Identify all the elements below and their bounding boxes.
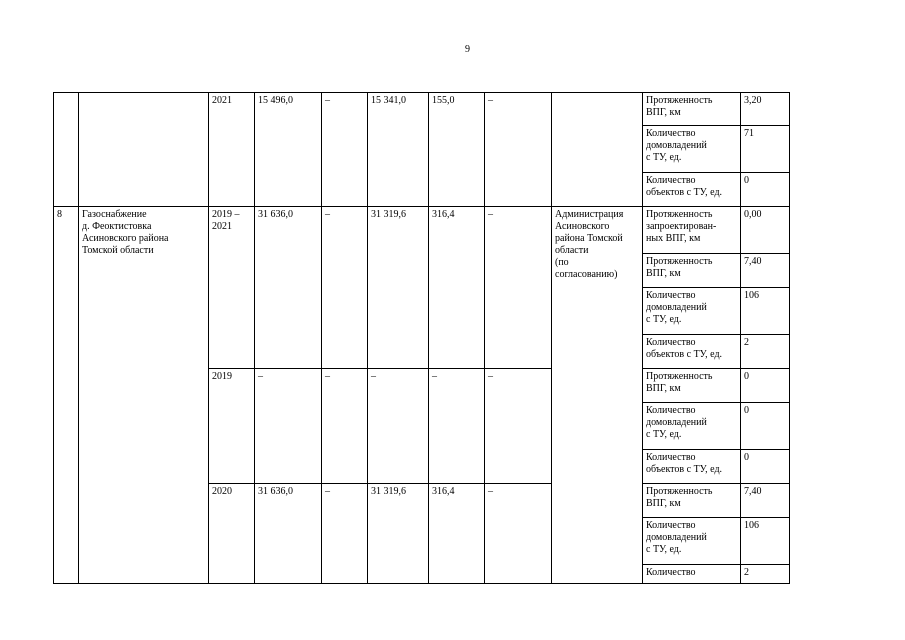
cell-local: 316,4 (429, 484, 485, 584)
item-name: Газоснабжение д. Феоктистовка Асиновского района Томской области (79, 207, 209, 584)
cell-year: 2019 (209, 369, 255, 484)
indicator-value: 7,40 (741, 484, 790, 518)
item-executor: Администрация Асиновского района Томской области (по согласованию) (552, 207, 643, 584)
indicator-value: 106 (741, 518, 790, 565)
cell-local: – (429, 369, 485, 484)
indicator-value: 0 (741, 369, 790, 403)
cell-regional: 31 319,6 (368, 207, 429, 369)
cell-federal: – (322, 93, 368, 207)
indicator-name: Количество домовладений с ТУ, ед. (643, 518, 741, 565)
item-number: 8 (54, 207, 79, 584)
indicator-name: Количество объектов с ТУ, ед. (643, 335, 741, 369)
cell-federal: – (322, 207, 368, 369)
indicator-name: Количество домовладений с ТУ, ед. (643, 403, 741, 450)
indicator-name: Протяженность ВПГ, км (643, 484, 741, 518)
cell-other: – (485, 93, 552, 207)
cell-federal: – (322, 484, 368, 584)
cell-total: – (255, 369, 322, 484)
indicator-name: Протяженность ВПГ, км (643, 369, 741, 403)
cell-number-empty (54, 93, 79, 207)
cell-total: 15 496,0 (255, 93, 322, 207)
indicator-value: 7,40 (741, 254, 790, 288)
indicator-value: 2 (741, 335, 790, 369)
indicator-value: 0 (741, 173, 790, 207)
indicator-value: 3,20 (741, 93, 790, 126)
indicator-value: 0 (741, 403, 790, 450)
cell-total: 31 636,0 (255, 484, 322, 584)
indicator-name: Протяженность ВПГ, км (643, 93, 741, 126)
cell-regional: – (368, 369, 429, 484)
cell-regional: 31 319,6 (368, 484, 429, 584)
cell-year: 2019 – 2021 (209, 207, 255, 369)
indicator-value: 2 (741, 565, 790, 584)
indicator-name: Протяженность запроектирован- ных ВПГ, км (643, 207, 741, 254)
cell-regional: 15 341,0 (368, 93, 429, 207)
cell-name-empty (79, 93, 209, 207)
cell-other: – (485, 484, 552, 584)
cell-year: 2021 (209, 93, 255, 207)
cell-executor-empty (552, 93, 643, 207)
cell-federal: – (322, 369, 368, 484)
cell-other: – (485, 369, 552, 484)
indicator-value: 71 (741, 126, 790, 173)
cell-other: – (485, 207, 552, 369)
indicator-value: 106 (741, 288, 790, 335)
cell-local: 316,4 (429, 207, 485, 369)
indicator-value: 0 (741, 450, 790, 484)
indicator-name: Количество (643, 565, 741, 584)
page-number: 9 (465, 44, 470, 55)
program-table (53, 92, 790, 584)
indicator-name: Количество домовладений с ТУ, ед. (643, 288, 741, 335)
indicator-name: Количество домовладений с ТУ, ед. (643, 126, 741, 173)
indicator-name: Количество объектов с ТУ, ед. (643, 173, 741, 207)
cell-year: 2020 (209, 484, 255, 584)
cell-total: 31 636,0 (255, 207, 322, 369)
cell-local: 155,0 (429, 93, 485, 207)
indicator-name: Протяженность ВПГ, км (643, 254, 741, 288)
indicator-name: Количество объектов с ТУ, ед. (643, 450, 741, 484)
indicator-value: 0,00 (741, 207, 790, 254)
